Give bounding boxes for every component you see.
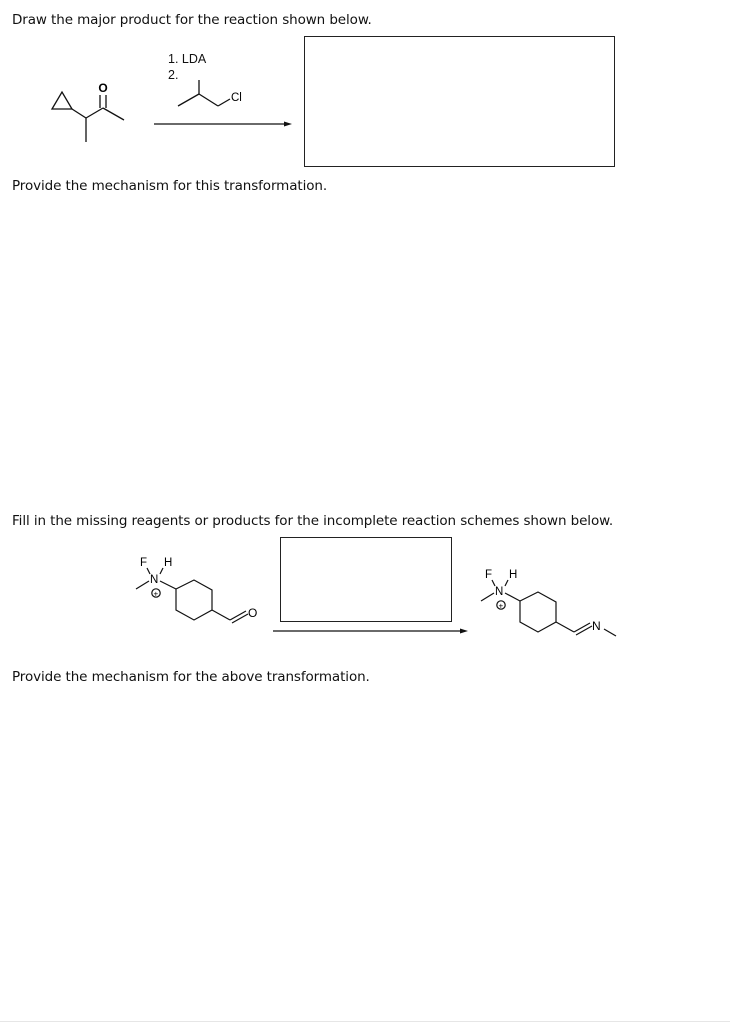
hydrogen-label-right: H	[509, 569, 518, 581]
mechanism-prompt-2: Provide the mechanism for the above transformation.	[12, 669, 370, 685]
hydrogen-label-left: H	[164, 557, 173, 569]
fluorine-label-left: F	[140, 557, 148, 569]
cyclohexane-ring-right	[520, 592, 556, 632]
aldehyde-oxygen-label: O	[248, 606, 258, 620]
cyclohexane-ring-left	[176, 580, 212, 620]
imine-nitrogen-label: N	[592, 619, 601, 633]
question-2-text: Fill in the missing reagents or products for the incomplete reaction schemes shown below.	[12, 513, 614, 529]
reagent-step-2: 2.	[168, 68, 179, 82]
question-1-text: Draw the major product for the reaction shown below.	[12, 12, 372, 28]
mechanism-prompt-1: Provide the mechanism for this transformation.	[12, 178, 328, 194]
arrowhead-2	[460, 629, 468, 634]
charge-label-left: +	[153, 589, 159, 599]
fluorine-label-right: F	[485, 569, 493, 581]
answer-box-2[interactable]	[280, 537, 452, 622]
nitrogen-label-left: N	[150, 574, 159, 586]
reagent-step-1: 1. LDA	[168, 52, 207, 66]
page-edge-divider	[0, 1021, 730, 1022]
chlorine-label: Cl	[231, 92, 242, 104]
nitrogen-label-right: N	[495, 586, 504, 598]
ketone-oxygen-label: O	[98, 81, 108, 95]
charge-label-right: +	[498, 601, 504, 611]
